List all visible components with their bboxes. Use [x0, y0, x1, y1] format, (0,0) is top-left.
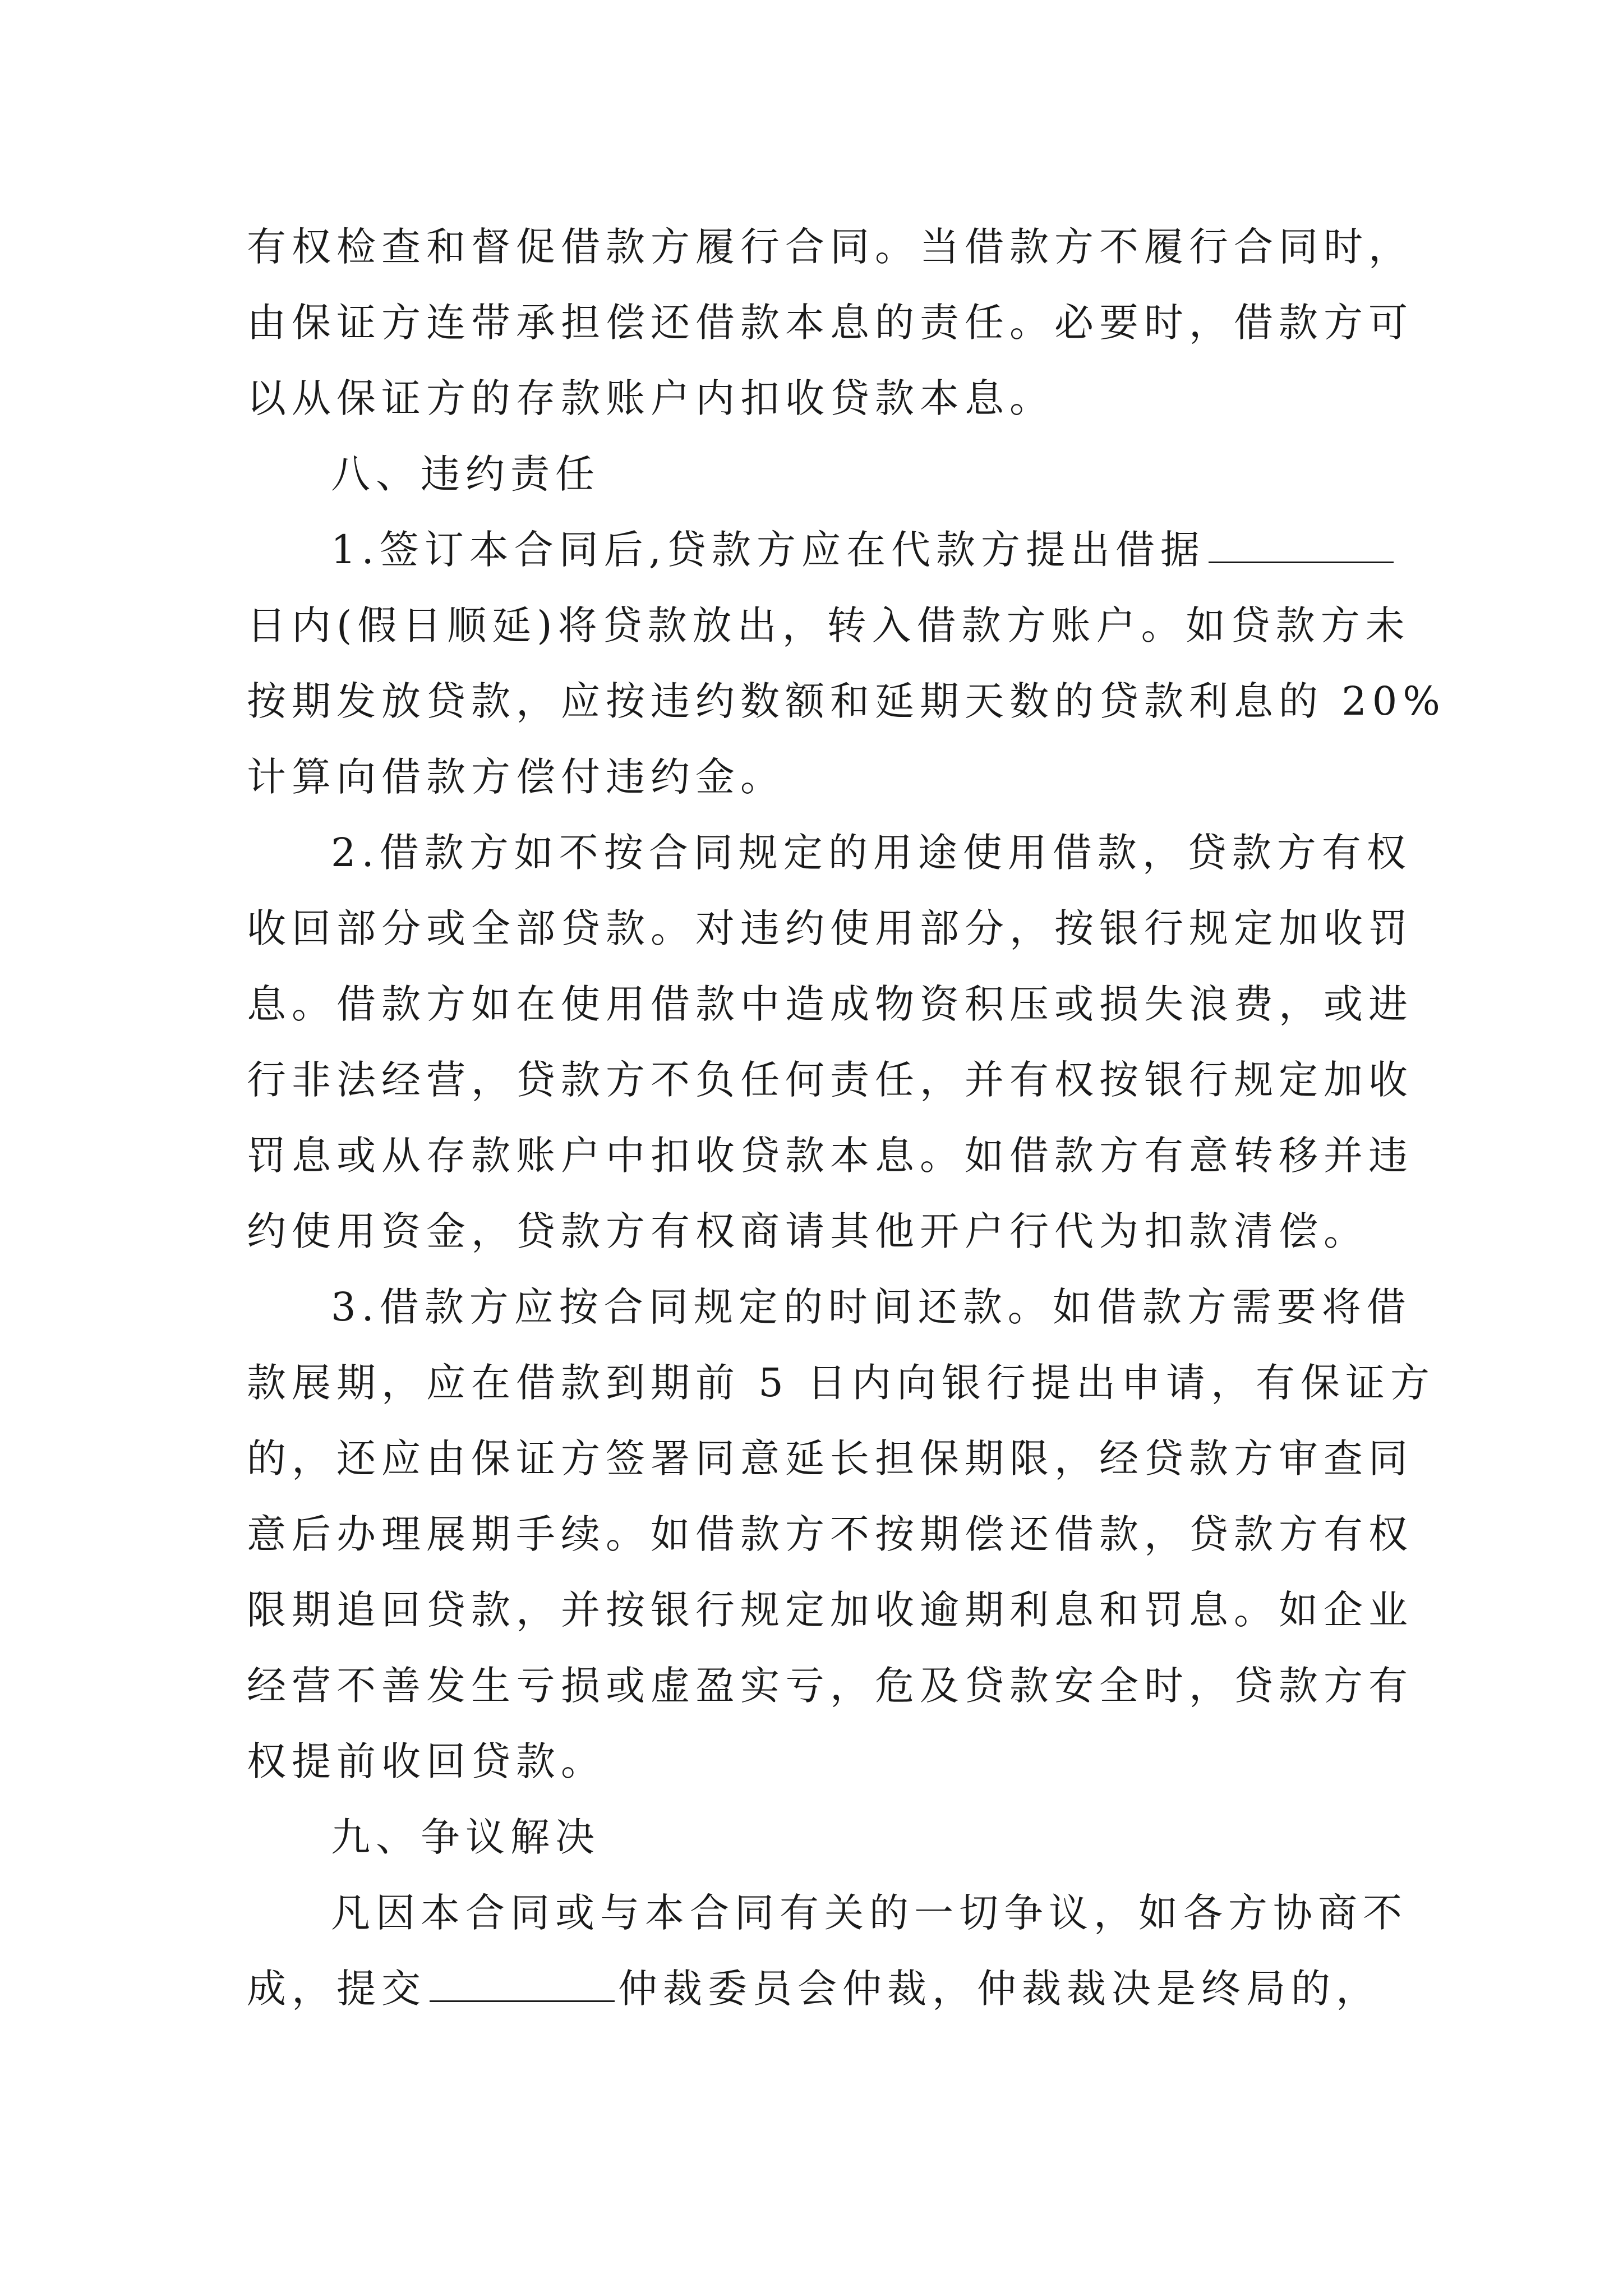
fill-in-blank[interactable]	[430, 1966, 615, 2002]
text-line: 罚息或从存款账户中扣收贷款本息。如借款方有意转移并违	[247, 1133, 1413, 1179]
text-line: 凡因本合同或与本合同有关的一切争议，如各方协商不	[331, 1890, 1408, 1936]
text-line: 2.借款方如不按合同规定的用途使用借款，贷款方有权	[331, 830, 1412, 876]
text-line: 经营不善发生亏损或虚盈实亏，危及贷款安全时，贷款方有	[247, 1663, 1413, 1709]
text-line: 计算向借款方偿付违约金。	[247, 754, 785, 800]
text-line: 收回部分或全部贷款。对违约使用部分，按银行规定加收罚	[247, 905, 1413, 951]
text-segment: 仲裁委员会仲裁，仲裁裁决是终局的，	[618, 1966, 1381, 2012]
text-line: 由保证方连带承担偿还借款本息的责任。必要时，借款方可	[247, 300, 1413, 346]
text-line: 款展期，应在借款到期前 5 日内向银行提出申请，有保证方	[247, 1360, 1436, 1406]
text-line: 意后办理展期手续。如借款方不按期偿还借款，贷款方有权	[247, 1511, 1413, 1557]
text-line: 限期追回贷款，并按银行规定加收逾期利息和罚息。如企业	[247, 1587, 1413, 1633]
text-line: 3.借款方应按合同规定的时间还款。如借款方需要将借	[331, 1284, 1412, 1330]
text-line	[331, 524, 1397, 575]
text-line: 行非法经营，贷款方不负任何责任，并有权按银行规定加收	[247, 1057, 1413, 1103]
text-line: 有权检查和督促借款方履行合同。当借款方不履行合同时，	[247, 224, 1413, 270]
text-line: 的，还应由保证方签署同意延长担保期限，经贷款方审查同	[247, 1435, 1413, 1481]
text-segment: 成，提交	[247, 1966, 426, 2012]
text-line: 息。借款方如在使用借款中造成物资积压或损失浪费，或进	[247, 981, 1413, 1027]
text-line: 权提前收回贷款。	[247, 1738, 606, 1784]
text-line: 以从保证方的存款账户内扣收贷款本息。	[247, 375, 1054, 421]
text-line: 约使用资金，贷款方有权商请其他开户行代为扣款清偿。	[247, 1208, 1368, 1254]
text-segment: 1.签订本合同后,贷款方应在代款方提出借据	[331, 527, 1206, 573]
text-line: 日内(假日顺延)将贷款放出，转入借款方账户。如贷款方未	[247, 602, 1410, 648]
text-line: 按期发放贷款，应按违约数额和延期天数的贷款利息的 20%	[247, 678, 1446, 724]
section-heading: 九、争议解决	[331, 1814, 600, 1860]
section-heading: 八、违约责任	[331, 451, 600, 497]
fill-in-blank[interactable]	[1209, 527, 1394, 563]
text-line	[247, 1963, 1381, 2014]
